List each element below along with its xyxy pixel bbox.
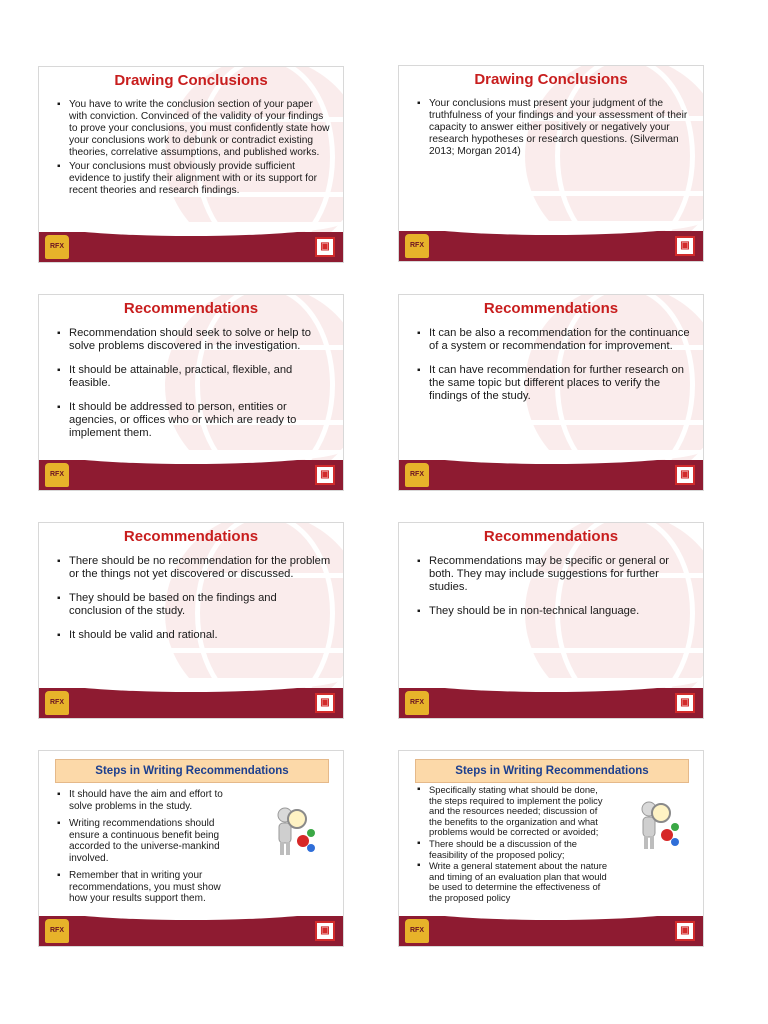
slide-title: Recommendations: [123, 528, 259, 545]
qr-logo-icon: ▣: [315, 465, 335, 485]
crown-logo-icon: RFX: [405, 919, 429, 943]
crown-logo-icon: RFX: [45, 463, 69, 487]
qr-logo-icon: ▣: [675, 921, 695, 941]
crown-logo-icon: RFX: [45, 919, 69, 943]
list-item: ▪ Recommendations may be specific or general or both. They may include suggestions for further studies.: [429, 555, 691, 594]
slide-title: Steps in Writing Recommendations: [55, 759, 329, 783]
list-item: ▪ Specifically stating what should be done, the steps required to implement the policy and the resources needed; discussion of the benefits to the organization and what problems would be corrected or avoided;: [429, 785, 611, 838]
slide-6: [398, 522, 704, 719]
footer-band: [39, 460, 343, 490]
list-item: ▪ Write a general statement about the nature and timing of an evaluation plan that would be used to determine the effectiveness of the proposed policy: [429, 861, 611, 903]
crown-logo-icon: RFX: [405, 463, 429, 487]
list-item: ▪ It should be addressed to person, entities or agencies, or offices who or which are ready to implement them.: [69, 401, 331, 440]
crown-logo-icon: RFX: [405, 691, 429, 715]
slide-4: [398, 294, 704, 491]
magnifier-figure-icon: [261, 801, 321, 861]
qr-logo-icon: ▣: [675, 693, 695, 713]
slide-2: [398, 65, 704, 262]
slide-5: [38, 522, 344, 719]
bullet-list: [57, 327, 331, 451]
footer-band: [399, 916, 703, 946]
list-item: ▪ Your conclusions must obviously provide sufficient evidence to justify their alignment with or its support for recent theories and research findings.: [69, 161, 331, 197]
list-item: ▪ Writing recommendations should ensure a continuous benefit being accorded to the universe-mankind involved.: [69, 818, 233, 864]
slide-3: [38, 294, 344, 491]
crown-logo-icon: RFX: [405, 234, 429, 258]
bullet-list: [417, 555, 691, 629]
footer-band: [39, 232, 343, 262]
bullet-list: [57, 789, 233, 911]
slide-title: Recommendations: [483, 528, 619, 545]
list-item: ▪ You have to write the conclusion section of your paper with conviction. Convinced of the validity of your findings to prove your conclusions, you must confidently state how your conclusions work to debunk or contradict existing theories, correlative assumptions, and published works.: [69, 99, 331, 159]
list-item: ▪ They should be in non-technical language.: [429, 605, 691, 618]
slide-title: Drawing Conclusions: [114, 72, 268, 89]
footer-band: [399, 460, 703, 490]
bullet-list: [417, 327, 691, 414]
slide-title: Drawing Conclusions: [474, 71, 628, 88]
list-item: ▪ Recommendation should seek to solve or help to solve problems discovered in the investigation.: [69, 327, 331, 353]
list-item: ▪ It should be attainable, practical, flexible, and feasible.: [69, 364, 331, 390]
bullet-list: [417, 785, 611, 905]
qr-logo-icon: ▣: [675, 236, 695, 256]
footer-band: [399, 231, 703, 261]
bullet-list: [57, 99, 331, 199]
slide-title: Recommendations: [483, 300, 619, 317]
magnifier-figure-icon: [625, 795, 685, 855]
list-item: ▪ Remember that in writing your recommendations, you must show how your results support them.: [69, 870, 233, 905]
crown-logo-icon: RFX: [45, 235, 69, 259]
bullet-list: [417, 98, 691, 160]
slide-title: Recommendations: [123, 300, 259, 317]
footer-band: [39, 688, 343, 718]
list-item: ▪ There should be a discussion of the feasibility of the proposed policy;: [429, 839, 611, 860]
slide-1: [38, 66, 344, 263]
list-item: ▪ They should be based on the findings and conclusion of the study.: [69, 592, 331, 618]
slide-8: [398, 750, 704, 947]
list-item: ▪ It should be valid and rational.: [69, 629, 331, 642]
qr-logo-icon: ▣: [675, 465, 695, 485]
footer-band: [399, 688, 703, 718]
list-item: ▪ It can have recommendation for further research on the same topic but different places to verify the findings of the study.: [429, 364, 691, 403]
footer-band: [39, 916, 343, 946]
slide-title: Steps in Writing Recommendations: [415, 759, 689, 783]
slide-7: [38, 750, 344, 947]
list-item: ▪ There should be no recommendation for the problem or the things not yet discovered or discussed.: [69, 555, 331, 581]
qr-logo-icon: ▣: [315, 237, 335, 257]
list-item: ▪ Your conclusions must present your judgment of the truthfulness of your findings and your assessment of their capacity to answer either positively or negatively your research hypotheses or research questions. (Silverman 2013; Morgan 2014): [429, 98, 691, 158]
list-item: ▪ It can be also a recommendation for the continuance of a system or recommendation for improvement.: [429, 327, 691, 353]
qr-logo-icon: ▣: [315, 693, 335, 713]
crown-logo-icon: RFX: [45, 691, 69, 715]
list-item: ▪ It should have the aim and effort to solve problems in the study.: [69, 789, 233, 812]
bullet-list: [57, 555, 331, 653]
qr-logo-icon: ▣: [315, 921, 335, 941]
